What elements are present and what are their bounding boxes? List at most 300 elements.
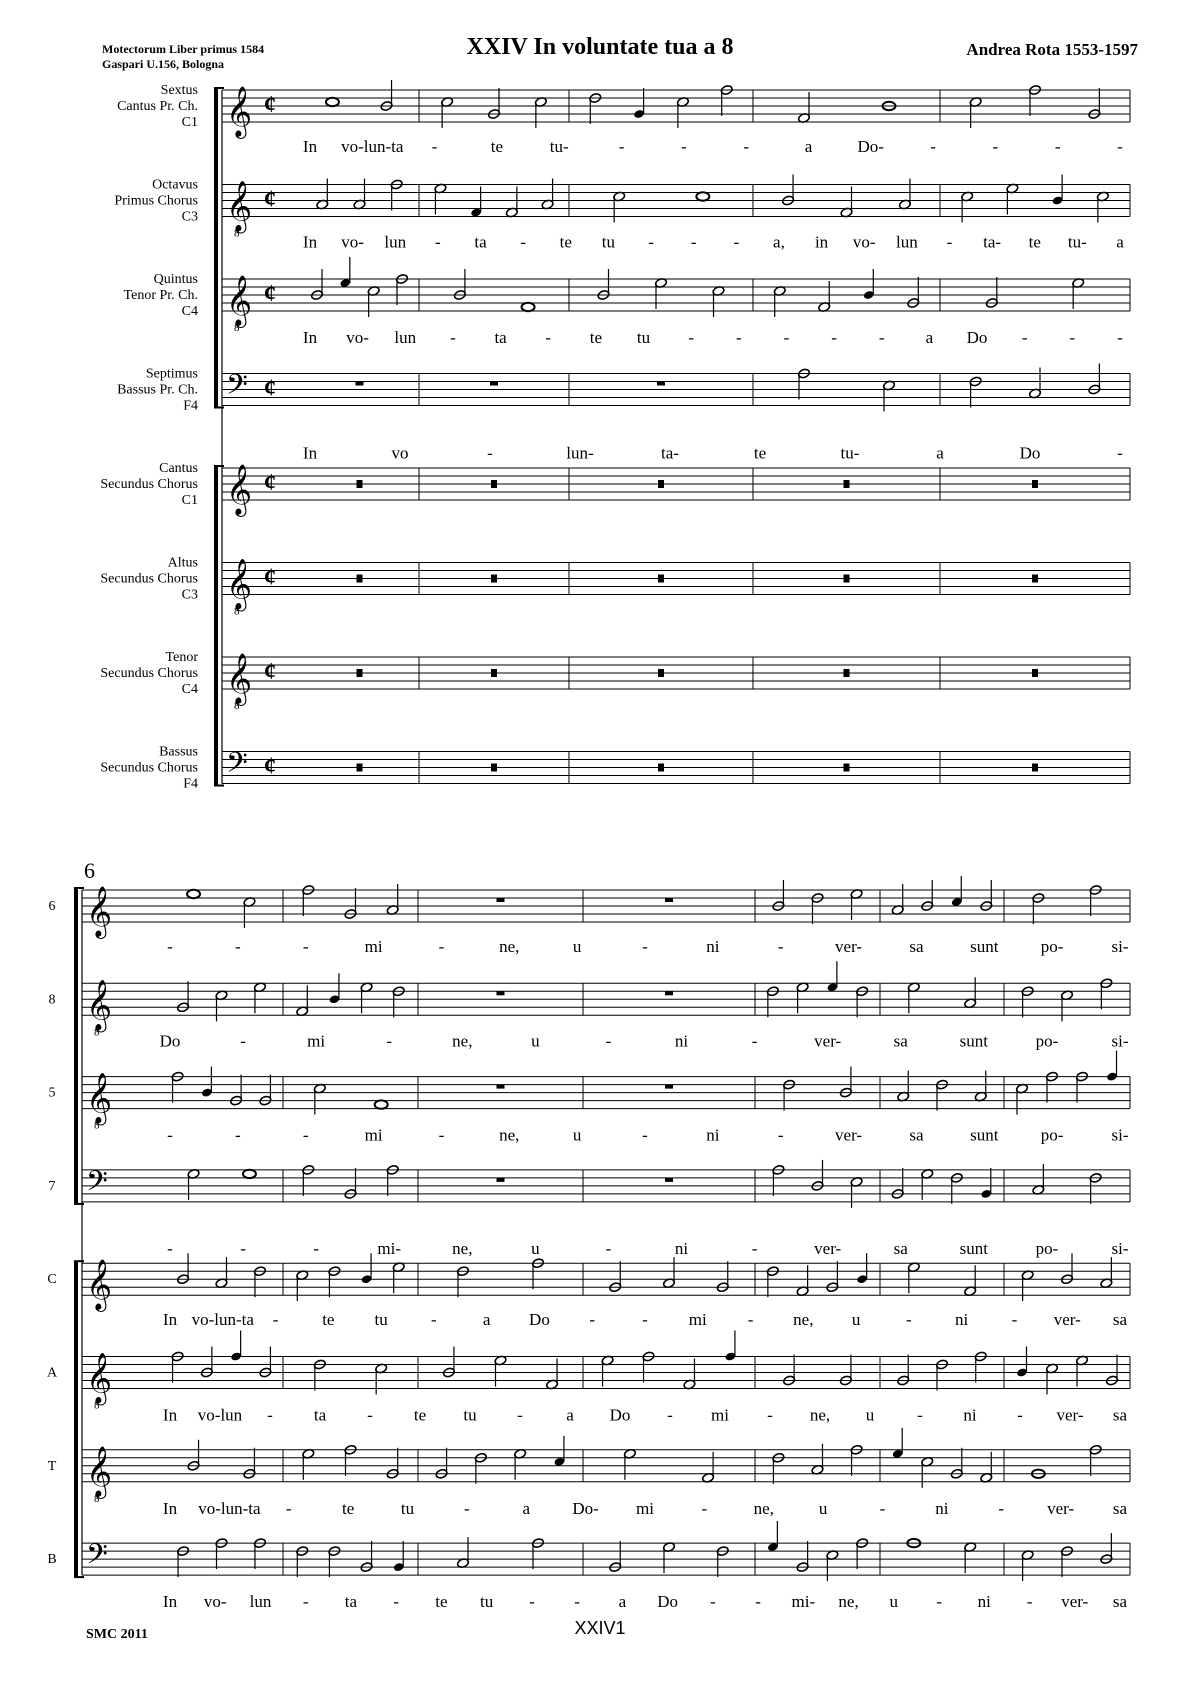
lyric-syllable: - (751, 1031, 758, 1051)
lyric-syllable: tu (400, 1498, 415, 1518)
lyric-syllable: In (302, 443, 318, 463)
staff-abbrev-label: C (47, 1272, 57, 1288)
lyric-syllable: - (240, 1238, 246, 1258)
lyric-syllable: - (917, 1405, 923, 1425)
measure-rest (491, 764, 497, 772)
lyric-syllable: tu (463, 1405, 477, 1425)
lyric-syllable: u (531, 1031, 540, 1051)
staff-abbrev-label: 5 (48, 1085, 56, 1101)
system-2 (47, 858, 1130, 1611)
lyric-syllable: - (681, 137, 687, 156)
lyric-syllable: ver- (1053, 1310, 1081, 1330)
lyric-syllable: - (1011, 1310, 1018, 1330)
lyric-syllable: - (831, 328, 837, 347)
lyric-syllable: po- (1040, 1125, 1064, 1145)
lyric-syllable: sa (1112, 1498, 1128, 1518)
lyric-syllable: - (589, 1310, 596, 1330)
lyric-syllable: - (751, 1238, 758, 1258)
lyric-syllable: Do (1019, 443, 1041, 463)
whole-rest (657, 382, 665, 386)
lyric-syllable: te (1028, 232, 1041, 252)
whole-rest (665, 898, 673, 902)
lyric-syllable: mi (688, 1310, 707, 1330)
lyric-syllable: - (574, 1592, 580, 1612)
lyric-syllable: ni (674, 1031, 689, 1051)
lyric-syllable: ne, (793, 1310, 814, 1330)
lyric-syllable: lun (384, 232, 407, 252)
system-1 (100, 80, 1130, 792)
lyric-syllable: In (162, 1592, 178, 1612)
whole-rest (497, 1085, 505, 1089)
lyric-syllable: po- (1040, 937, 1064, 956)
lyric-syllable: vo- (346, 328, 369, 347)
source-line-2: Gaspari U.156, Bologna (102, 57, 225, 71)
lyric-syllable: In (162, 1310, 178, 1330)
lyric-syllable: ni (674, 1238, 689, 1258)
lyric-syllable: - (992, 137, 999, 156)
staff-label-name: Sextus (160, 83, 198, 98)
lyric-syllable: tu- (549, 137, 569, 156)
lyric-syllable: - (930, 137, 936, 156)
lyric-syllable: a (1116, 232, 1124, 252)
lyric-syllable: tu (374, 1310, 388, 1330)
lyric-syllable: In (162, 1405, 178, 1425)
lyric-syllable: ne, (499, 937, 520, 956)
lyric-syllable: - (743, 137, 749, 156)
lyric-syllable: - (464, 1498, 470, 1518)
lyric-syllable: - (520, 232, 526, 252)
lyric-syllable: mi (364, 937, 383, 956)
lyric-syllable: vo-lun (197, 1405, 243, 1425)
lyric-syllable: sa (1112, 1310, 1128, 1330)
lyric-syllable: ver- (835, 937, 863, 956)
lyric-syllable: - (167, 1238, 173, 1258)
whole-rest (497, 1178, 505, 1182)
staff-label-clef-code: F4 (183, 776, 198, 792)
lyric-syllable: sunt (959, 1031, 989, 1051)
staff-abbrev-label: B (47, 1552, 57, 1568)
lyric-syllable: Do (657, 1592, 679, 1612)
lyric-syllable: - (313, 1238, 319, 1258)
octave-eight-icon: 8 (94, 1399, 100, 1412)
lyric-syllable: si- (1111, 1031, 1129, 1051)
lyric-syllable: - (235, 1125, 241, 1145)
lyric-syllable: In (302, 232, 318, 252)
lyric-syllable: - (642, 1125, 648, 1145)
lyric-syllable: Do- (572, 1498, 599, 1518)
lyric-syllable: ver- (1047, 1498, 1075, 1518)
lyric-syllable: - (690, 232, 697, 252)
lyric-syllable: si- (1111, 1125, 1129, 1145)
lyric-syllable: mi (364, 1125, 383, 1145)
lyric-syllable: mi (711, 1405, 729, 1425)
treble-clef-icon: 𝄞 (226, 559, 253, 609)
lyric-syllable: u (572, 1125, 582, 1145)
page-number: XXIV1 (574, 1618, 626, 1638)
lyric-syllable: te (589, 328, 603, 347)
cut-time-icon: ¢ (264, 281, 276, 307)
treble-clef-icon: 𝄞 (226, 276, 253, 325)
lyric-syllable: ta (474, 232, 487, 252)
lyric-syllable: - (747, 1310, 754, 1330)
lyric-syllable: tu (601, 232, 616, 252)
lyric-syllable: - (272, 1310, 279, 1330)
cut-time-icon: ¢ (264, 659, 276, 685)
measure-rest (1032, 575, 1038, 583)
lyric-syllable: - (431, 1310, 437, 1330)
lyric-syllable: a (618, 1592, 627, 1612)
lyric-syllable: ne, (838, 1592, 859, 1612)
lyric-syllable: - (393, 1592, 400, 1612)
measure-number: 6 (84, 858, 95, 883)
lyric-syllable: - (1117, 328, 1123, 347)
lyric-syllable: vo (391, 443, 409, 463)
staff-abbrev-label: 7 (48, 1178, 56, 1194)
staff-label-name: Octavus (152, 177, 198, 193)
lyric-syllable: tu (480, 1592, 494, 1612)
lyric-syllable: Do (529, 1310, 550, 1330)
whole-rest (490, 382, 498, 386)
lyric-syllable: - (240, 1031, 246, 1051)
measure-rest (357, 669, 363, 677)
lyric-syllable: sa (893, 1031, 908, 1051)
lyric-syllable: a (482, 1310, 491, 1330)
lyric-syllable: vo- (852, 232, 876, 252)
measure-rest (357, 480, 363, 488)
staff-label-name: Cantus (159, 461, 198, 476)
measure-rest (491, 669, 497, 677)
lyric-syllable: - (777, 1125, 784, 1145)
octave-eight-icon: 8 (94, 1026, 100, 1039)
lyric-syllable: - (642, 1310, 648, 1330)
octave-eight-icon: 8 (234, 605, 240, 618)
lyric-syllable: te (341, 1498, 355, 1518)
lyric-syllable: u (818, 1498, 828, 1518)
lyric-syllable: - (879, 1498, 886, 1518)
treble-clef-icon: 𝄞 (86, 1446, 113, 1496)
whole-rest (665, 1085, 673, 1089)
lyric-syllable: Do (159, 1031, 181, 1051)
octave-eight-icon: 8 (94, 1492, 100, 1505)
lyric-syllable: te (490, 137, 504, 156)
staff-label-name: Tenor (165, 650, 198, 665)
lyric-syllable: mi- (791, 1592, 816, 1612)
lyric-syllable: po- (1035, 1031, 1059, 1051)
staff-label-clef-code: C1 (181, 493, 198, 508)
lyric-syllable: - (302, 1592, 309, 1612)
lyric-syllable: - (1117, 443, 1123, 463)
lyric-syllable: sa (1112, 1592, 1128, 1612)
staff-label-subname: Primus Chorus (114, 193, 198, 209)
lyric-syllable: tu- (840, 443, 860, 463)
treble-clef-icon: 𝄞 (86, 1073, 113, 1123)
lyric-syllable: mi (307, 1031, 326, 1051)
staff-label-subname: Secundus Chorus (100, 571, 198, 587)
lyric-syllable: - (946, 232, 953, 252)
treble-clef-icon: 𝄞 (226, 181, 253, 231)
lyric-syllable: a (522, 1498, 531, 1518)
lyric-syllable: mi- (377, 1238, 402, 1258)
lyric-syllable: ni (963, 1405, 977, 1425)
lyric-syllable: Do (966, 328, 988, 347)
lyric-syllable: Do (609, 1405, 631, 1425)
piece-title: XXIV In voluntate tua a 8 (466, 34, 734, 60)
lyric-syllable: ta (313, 1405, 327, 1425)
lyric-syllable: - (1026, 1592, 1033, 1612)
lyric-syllable: u (572, 937, 582, 956)
lyric-syllable: - (936, 1592, 942, 1612)
staff-label-subname: Secundus Chorus (100, 477, 198, 492)
treble-clef-icon: 𝄞 (86, 1260, 113, 1310)
whole-note (522, 303, 535, 311)
lyric-syllable: sa (909, 937, 924, 956)
measure-rest (844, 575, 850, 583)
lyric-syllable: - (688, 328, 695, 347)
lyric-syllable: - (1017, 1405, 1023, 1425)
measure-rest (491, 480, 497, 488)
whole-rest (497, 991, 505, 995)
cut-time-icon: ¢ (264, 92, 276, 118)
whole-note (375, 1100, 388, 1108)
staff-abbrev-label: A (46, 1365, 58, 1381)
lyric-syllable: - (302, 1125, 309, 1145)
lyric-syllable: u (865, 1405, 875, 1425)
lyric-syllable: - (667, 1405, 673, 1425)
lyric-syllable: ni (955, 1310, 969, 1330)
staff-label-name: Altus (167, 555, 198, 571)
lyric-syllable: lun- (566, 443, 594, 463)
lyric-syllable: ni (935, 1498, 949, 1518)
lyric-syllable: u (851, 1310, 861, 1330)
lyric-syllable: - (767, 1405, 773, 1425)
lyric-syllable: - (167, 1125, 173, 1145)
lyric-syllable: ni (706, 937, 720, 956)
lyric-syllable: - (642, 937, 648, 956)
lyric-syllable: - (438, 937, 445, 956)
staff-label-subname: Secundus Chorus (100, 666, 198, 681)
octave-eight-icon: 8 (234, 322, 240, 334)
cut-time-icon: ¢ (264, 564, 276, 591)
lyric-syllable: - (545, 328, 552, 347)
treble-clef-icon: 𝄞 (86, 1353, 113, 1403)
whole-note (243, 1170, 256, 1178)
lyric-syllable: - (1021, 328, 1028, 347)
measure-rest (844, 669, 850, 677)
lyric-syllable: - (878, 328, 885, 347)
lyric-syllable: ver- (1061, 1592, 1089, 1612)
lyric-syllable: ni (977, 1592, 991, 1612)
cut-time-icon: ¢ (264, 375, 276, 402)
lyric-syllable: - (438, 1125, 445, 1145)
staff-abbrev-label: T (47, 1458, 57, 1474)
lyric-syllable: - (906, 1310, 912, 1330)
lyric-syllable: ta (344, 1592, 358, 1612)
lyric-syllable: vo- (203, 1592, 227, 1612)
lyric-syllable: - (267, 1405, 273, 1425)
lyric-syllable: - (529, 1592, 535, 1612)
lyric-syllable: ne, (499, 1125, 520, 1145)
measure-rest (844, 480, 850, 488)
lyric-syllable: u (889, 1592, 899, 1612)
lyric-syllable: sunt (970, 937, 999, 956)
lyric-syllable: mi (636, 1498, 654, 1518)
staff-label-name: Septimus (145, 366, 198, 382)
lyric-syllable: - (167, 937, 173, 956)
measure-rest (658, 669, 664, 677)
lyric-syllable: - (618, 137, 625, 156)
measure-rest (491, 575, 497, 583)
staff-label-clef-code: C4 (181, 682, 198, 697)
lyric-syllable: - (701, 1498, 708, 1518)
lyric-syllable: - (710, 1592, 716, 1612)
staff-label-name: Bassus (159, 744, 198, 760)
lyric-syllable: vo- (341, 232, 364, 252)
lyric-syllable: te (559, 232, 572, 252)
treble-clef-icon: 𝄞 (86, 887, 113, 936)
whole-rest (665, 1178, 673, 1182)
lyric-syllable: - (367, 1405, 373, 1425)
whole-rest (665, 991, 673, 995)
footer-copyright: SMC 2011 (86, 1627, 148, 1642)
lyric-syllable: u (531, 1238, 540, 1258)
bass-clef-icon: 𝄢 (226, 748, 248, 786)
lyric-syllable: ta (494, 328, 507, 347)
lyric-syllable: - (733, 232, 740, 252)
lyric-syllable: po- (1035, 1238, 1059, 1258)
octave-eight-icon: 8 (94, 1119, 100, 1132)
lyric-syllable: a (936, 443, 944, 463)
lyric-syllable: sa (909, 1125, 924, 1145)
whole-note (696, 192, 709, 200)
lyric-syllable: - (755, 1592, 761, 1612)
lyric-syllable: In (302, 328, 318, 347)
lyric-syllable: - (648, 232, 654, 252)
lyric-syllable: sunt (959, 1238, 989, 1258)
lyric-syllable: ne, (809, 1405, 831, 1425)
lyric-syllable: - (450, 328, 456, 347)
lyric-syllable: ver- (835, 1125, 863, 1145)
lyric-syllable: - (1054, 137, 1061, 156)
lyric-syllable: - (517, 1405, 523, 1425)
whole-rest (497, 898, 505, 902)
staff-label-subname: Secundus Chorus (100, 760, 198, 776)
bass-clef-icon: 𝄢 (226, 370, 248, 408)
lyric-syllable: lun (394, 328, 417, 347)
lyric-syllable: - (777, 937, 784, 956)
lyric-syllable: ver- (1056, 1405, 1084, 1425)
lyric-syllable: vo-lun-ta (191, 1310, 254, 1330)
lyric-syllable: a (804, 137, 813, 156)
measure-rest (844, 764, 850, 772)
lyric-syllable: si- (1111, 937, 1129, 956)
lyric-syllable: In (162, 1498, 178, 1518)
lyric-syllable: ver- (814, 1031, 842, 1051)
staff-label-subname: Cantus Pr. Ch. (117, 99, 198, 114)
lyric-syllable: ver- (814, 1238, 842, 1258)
whole-note (326, 98, 339, 106)
lyric-syllable: In (302, 137, 318, 156)
measure-rest (658, 764, 664, 772)
cut-time-icon: ¢ (264, 186, 276, 213)
source-line-1: Motectorum Liber primus 1584 (102, 42, 265, 56)
lyric-syllable: te (322, 1310, 335, 1330)
lyric-syllable: lun (895, 232, 918, 252)
treble-clef-icon: 𝄞 (226, 654, 253, 703)
lyric-syllable: te (435, 1592, 448, 1612)
lyric-syllable: sunt (970, 1125, 999, 1145)
lyric-syllable: a, (773, 232, 785, 252)
lyric-syllable: si- (1111, 1238, 1129, 1258)
staff-label-clef-code: F4 (183, 398, 198, 414)
lyric-syllable: sa (893, 1238, 908, 1258)
octave-eight-icon: 8 (234, 227, 240, 240)
staff-label-clef-code: C3 (181, 209, 198, 225)
staff-label-subname: Tenor Pr. Ch. (123, 288, 198, 303)
composer: Andrea Rota 1553-1597 (966, 40, 1138, 59)
lyric-syllable: tu (636, 328, 651, 347)
treble-clef-icon: 𝄞 (226, 87, 253, 136)
staff-label-name: Quintus (153, 272, 198, 287)
lyric-syllable: a (566, 1405, 574, 1425)
staff-label-clef-code: C1 (181, 115, 198, 130)
lyric-syllable: - (435, 232, 441, 252)
measure-rest (357, 764, 363, 772)
lyric-syllable: sa (1112, 1405, 1128, 1425)
staff-label-clef-code: C4 (181, 304, 198, 319)
lyric-syllable: - (285, 1498, 292, 1518)
measure-rest (1032, 669, 1038, 677)
bass-clef-icon: 𝄢 (86, 1166, 108, 1204)
lyric-syllable: tu- (1067, 232, 1087, 252)
lyric-syllable: - (431, 137, 438, 156)
lyric-syllable: ta- (661, 443, 679, 463)
measure-rest (1032, 764, 1038, 772)
lyric-syllable: te (413, 1405, 427, 1425)
bass-clef-icon: 𝄢 (86, 1540, 108, 1578)
measure-rest (658, 480, 664, 488)
lyric-syllable: te (753, 443, 767, 463)
lyric-syllable: - (235, 937, 241, 956)
lyric-syllable: - (487, 443, 493, 463)
staff-label-subname: Bassus Pr. Ch. (117, 382, 198, 398)
measure-rest (658, 575, 664, 583)
measure-rest (357, 575, 363, 583)
octave-eight-icon: 8 (234, 700, 240, 712)
lyric-syllable: - (1117, 137, 1123, 156)
lyric-syllable: - (605, 1031, 612, 1051)
lyric-syllable: ta- (983, 232, 1002, 252)
lyric-syllable: - (1069, 328, 1076, 347)
whole-rest (356, 382, 364, 386)
lyric-syllable: in (814, 232, 829, 252)
lyric-syllable: lun (249, 1592, 272, 1612)
staff-abbrev-label: 8 (48, 992, 56, 1008)
lyric-syllable: - (302, 937, 309, 956)
lyric-syllable: - (998, 1498, 1005, 1518)
lyric-syllable: a (925, 328, 934, 347)
lyric-syllable: - (386, 1031, 393, 1051)
lyric-syllable: - (783, 328, 790, 347)
staff-label-clef-code: C3 (181, 587, 198, 603)
lyric-syllable: - (735, 328, 742, 347)
lyric-syllable: Do- (857, 137, 884, 156)
treble-clef-icon: 𝄞 (226, 465, 253, 514)
measure-rest (1032, 480, 1038, 488)
lyric-syllable: - (605, 1238, 612, 1258)
cut-time-icon: ¢ (264, 753, 276, 780)
whole-note (187, 890, 200, 898)
treble-clef-icon: 𝄞 (86, 980, 113, 1030)
